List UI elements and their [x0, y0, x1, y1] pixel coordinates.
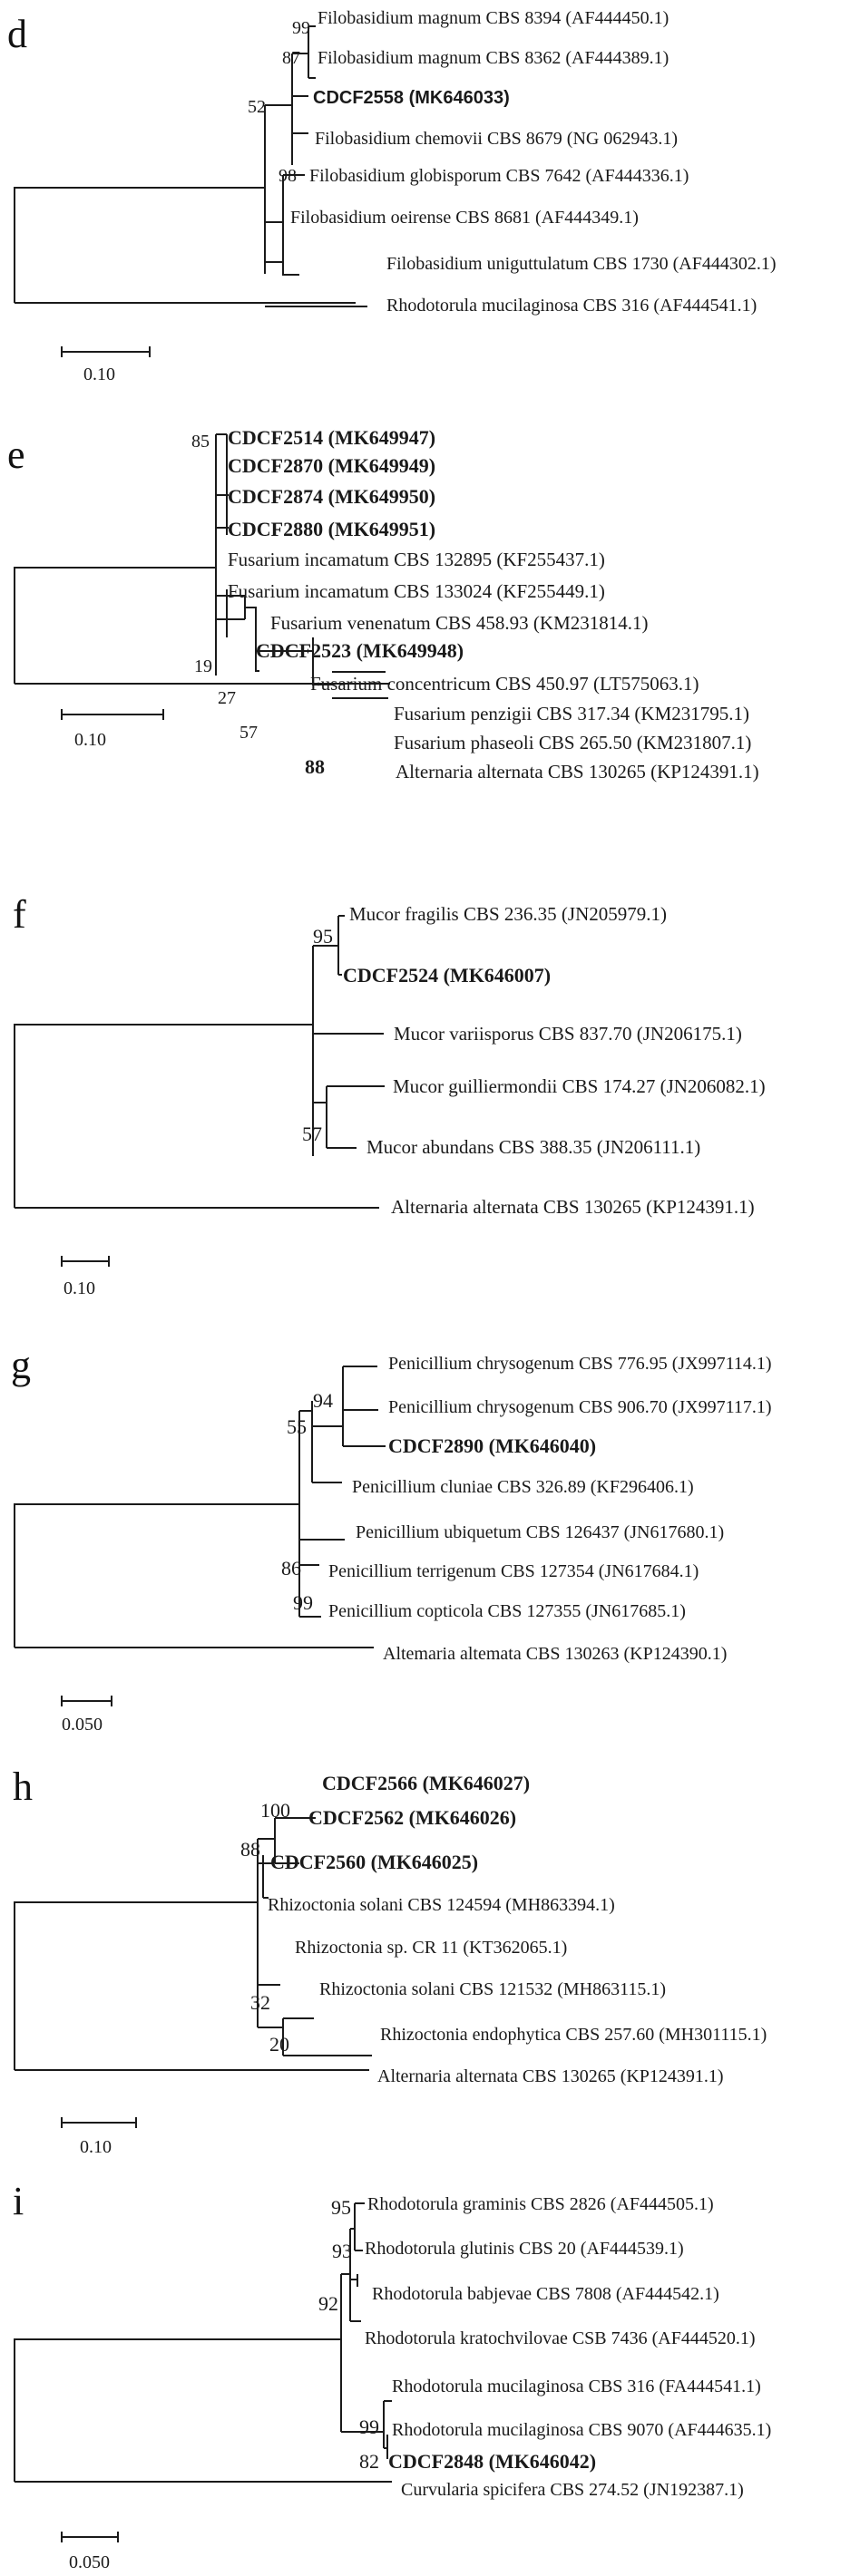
- taxon-label: Alternaria alternata CBS 130265 (KP124391.1): [391, 1196, 755, 1218]
- taxon-label: Penicillium copticola CBS 127355 (JN617685.1): [328, 1601, 686, 1621]
- bootstrap-value: 92: [318, 2292, 338, 2315]
- taxon-label: Alternaria alternata CBS 130265 (KP124391.1): [396, 761, 759, 783]
- taxon-label: Fusarium concentricum CBS 450.97 (LT575063.1): [310, 673, 699, 695]
- panel-letter: h: [13, 1764, 33, 1809]
- taxon-label: Fusarium phaseoli CBS 265.50 (KM231807.1): [394, 732, 752, 753]
- scale-bar-line: [62, 1256, 109, 1267]
- tree-branch: [15, 568, 216, 684]
- scale-bar-line: [62, 2117, 136, 2128]
- tree-branch: [283, 240, 299, 275]
- tree-branch: [15, 1025, 313, 1208]
- bootstrap-value: 100: [260, 1799, 290, 1822]
- bootstrap-value: 99: [293, 1591, 313, 1614]
- bootstrap-value: 32: [250, 1991, 270, 2014]
- scale-bar-line: [62, 2532, 118, 2542]
- taxon-label: Filobasidium magnum CBS 8394 (AF444450.1): [318, 8, 669, 28]
- bootstrap-value: 94: [313, 1389, 333, 1412]
- taxon-label: Filobasidium oeirense CBS 8681 (AF444349.1): [290, 208, 639, 228]
- tree-branch: [15, 1902, 258, 2070]
- scale-bar-label: 0.10: [64, 1278, 95, 1298]
- tree-branch: [15, 188, 265, 303]
- taxon-label: Fusarium venenatum CBS 458.93 (KM231814.1): [270, 612, 649, 634]
- taxon-label: Penicillium chrysogenum CBS 776.95 (JX997114.1): [388, 1354, 772, 1374]
- scale-bar: [62, 709, 163, 750]
- tree-branch: [15, 1504, 299, 1648]
- bootstrap-value: 57: [239, 723, 258, 743]
- taxon-label: Rhizoctonia solani CBS 124594 (MH863394.1): [268, 1895, 615, 1915]
- bootstrap-value: 99: [359, 2416, 379, 2438]
- taxon-label: Rhodotorula kratochvilovae CSB 7436 (AF444520.1): [365, 2328, 756, 2348]
- taxon-label: Alternaria alternata CBS 130265 (KP124391.1): [377, 2066, 724, 2086]
- bootstrap-value: 98: [279, 166, 297, 186]
- scale-bar-label: 0.10: [80, 2137, 112, 2157]
- taxon-label: CDCF2562 (MK646026): [308, 1806, 517, 1829]
- taxon-label: Rhodotorula graminis CBS 2826 (AF444505.1): [367, 2194, 714, 2214]
- scale-bar: [62, 346, 150, 384]
- taxon-label: Filobasidium magnum CBS 8362 (AF444389.1): [318, 48, 669, 68]
- scale-bar-line: [62, 709, 163, 720]
- taxon-label: Fusarium incamatum CBS 132895 (KF255437.1): [228, 549, 605, 570]
- taxon-label: CDCF2558 (MK646033): [313, 88, 510, 108]
- taxon-label: Filobasidium uniguttulatum CBS 1730 (AF444302.1): [386, 254, 777, 274]
- bootstrap-value: 19: [194, 656, 212, 676]
- scale-bar: [62, 2117, 136, 2157]
- taxon-label: CDCF2514 (MK649947): [228, 426, 436, 449]
- taxon-label: Rhodotorula babjevae CBS 7808 (AF444542.1): [372, 2284, 719, 2304]
- bootstrap-value: 93: [332, 2240, 352, 2262]
- taxon-label: CDCF2566 (MK646027): [322, 1772, 531, 1794]
- taxon-label: Mucor guilliermondii CBS 174.27 (JN206082.1): [393, 1075, 766, 1097]
- taxon-label: CDCF2870 (MK649949): [228, 454, 436, 477]
- taxon-label: Penicillium ubiquetum CBS 126437 (JN617680.1): [356, 1522, 725, 1542]
- panel-letter: f: [13, 892, 26, 937]
- taxon-label: Filobasidium globisporum CBS 7642 (AF444336.1): [309, 166, 689, 186]
- panel-letter: g: [11, 1343, 31, 1387]
- taxon-label: CDCF2880 (MK649951): [228, 518, 436, 540]
- taxon-label: Rhodotorula glutinis CBS 20 (AF444539.1): [365, 2239, 684, 2259]
- taxon-label: CDCF2523 (MK649948): [256, 639, 464, 662]
- taxon-label: Filobasidium chemovii CBS 8679 (NG 062943.1): [315, 129, 678, 149]
- panel-i: [13, 2179, 771, 2572]
- taxon-label: Mucor fragilis CBS 236.35 (JN205979.1): [349, 903, 667, 925]
- scale-bar-label: 0.050: [62, 1715, 103, 1735]
- scale-bar: [62, 1696, 112, 1735]
- bootstrap-value: 57: [302, 1123, 322, 1145]
- taxon-label: CDCF2874 (MK649950): [228, 485, 436, 508]
- scale-bar-label: 0.10: [74, 730, 106, 750]
- tree-branches: [15, 916, 385, 1208]
- taxon-label: Penicillium chrysogenum CBS 906.70 (JX997117.1): [388, 1397, 772, 1417]
- panel-h: [13, 1764, 767, 2157]
- taxon-label: Curvularia spicifera CBS 274.52 (JN192387.1): [401, 2480, 744, 2500]
- bootstrap-value: 95: [313, 925, 333, 948]
- panel-d: [7, 8, 776, 384]
- bootstrap-value: 82: [359, 2450, 379, 2473]
- scale-bar-label: 0.050: [69, 2552, 110, 2572]
- taxon-label: CDCF2890 (MK646040): [388, 1434, 597, 1457]
- panel-f: [13, 892, 766, 1298]
- tree-branch: [15, 2339, 341, 2482]
- taxon-label: Rhodotorula mucilaginosa CBS 316 (FA444541.1): [392, 2377, 761, 2396]
- taxon-label: Rhizoctonia solani CBS 121532 (MH863115.1): [319, 1979, 667, 1999]
- taxon-label: Penicillium terrigenum CBS 127354 (JN617684.1): [328, 1561, 699, 1581]
- bootstrap-value: 27: [218, 688, 236, 708]
- taxon-label: Fusarium penzigii CBS 317.34 (KM231795.1): [394, 703, 749, 724]
- panel-e: [7, 426, 759, 783]
- bootstrap-value: 20: [269, 2033, 289, 2056]
- panel-letter: d: [7, 12, 27, 56]
- bootstrap-value: 95: [331, 2196, 351, 2219]
- scale-bar: [62, 2532, 118, 2572]
- scale-bar: [62, 1256, 109, 1298]
- taxon-label: Rhizoctonia endophytica CBS 257.60 (MH301115.1): [380, 2025, 767, 2045]
- taxon-label: CDCF2524 (MK646007): [343, 964, 552, 987]
- bootstrap-value: 55: [287, 1415, 307, 1438]
- taxon-label: Mucor variisporus CBS 837.70 (JN206175.1): [394, 1023, 742, 1045]
- taxon-label: Altemaria altemata CBS 130263 (KP124390.1): [383, 1644, 728, 1664]
- panel-letter: e: [7, 433, 25, 477]
- taxon-label: Penicillium cluniae CBS 326.89 (KF296406.1): [352, 1477, 694, 1497]
- taxon-label: Fusarium incamatum CBS 133024 (KF255449.1): [228, 580, 605, 602]
- taxon-label: Rhodotorula mucilaginosa CBS 316 (AF444541.1): [386, 296, 757, 316]
- panel-letter: i: [13, 2179, 24, 2223]
- panel-g: [11, 1343, 772, 1735]
- bootstrap-value: 52: [248, 97, 266, 117]
- taxon-label: Mucor abundans CBS 388.35 (JN206111.1): [366, 1136, 701, 1158]
- bootstrap-value: 99: [292, 18, 310, 38]
- taxon-label: Rhodotorula mucilaginosa CBS 9070 (AF444635.1): [392, 2420, 772, 2440]
- bootstrap-value: 88: [305, 755, 325, 778]
- bootstrap-value: 85: [191, 432, 210, 452]
- taxon-label: Rhizoctonia sp. CR 11 (KT362065.1): [295, 1938, 568, 1958]
- scale-bar-label: 0.10: [83, 365, 115, 384]
- taxon-label: CDCF2560 (MK646025): [270, 1851, 479, 1873]
- scale-bar-line: [62, 1696, 112, 1706]
- scale-bar-line: [62, 346, 150, 357]
- bootstrap-value: 88: [240, 1838, 260, 1861]
- bootstrap-value: 87: [282, 48, 300, 68]
- taxon-label: CDCF2848 (MK646042): [388, 2450, 597, 2473]
- bootstrap-value: 86: [281, 1557, 301, 1580]
